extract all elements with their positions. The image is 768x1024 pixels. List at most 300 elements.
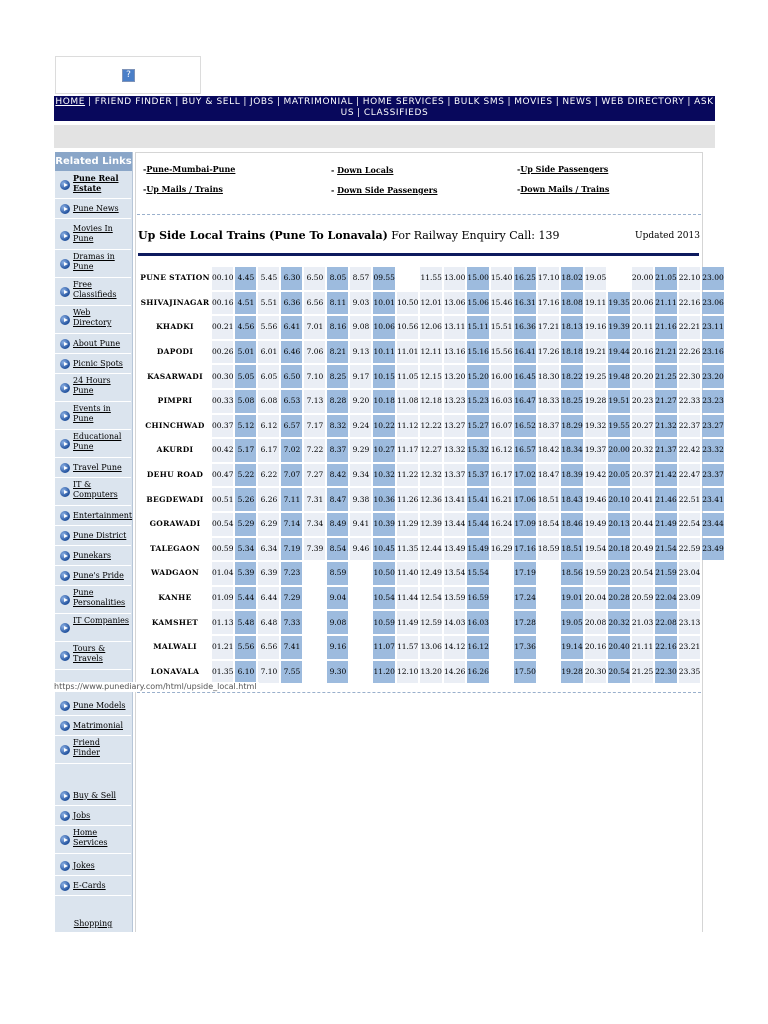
time-cell: 19.35 xyxy=(608,292,629,315)
time-cell xyxy=(702,587,723,610)
time-cell: 16.26 xyxy=(467,661,488,684)
time-cell: 5.39 xyxy=(235,562,256,585)
timetable xyxy=(138,265,726,685)
time-cell: 5.12 xyxy=(235,415,256,438)
time-cell: 5.34 xyxy=(235,538,256,561)
nav-web-directory[interactable]: WEB DIRECTORY xyxy=(601,97,685,107)
time-cell xyxy=(702,636,723,659)
time-cell: 21.11 xyxy=(655,292,676,315)
nav-bulk-sms[interactable]: BULK SMS xyxy=(454,97,505,107)
time-cell: 18.34 xyxy=(561,439,582,462)
time-cell: 13.20 xyxy=(444,365,465,388)
time-cell: 22.16 xyxy=(655,636,676,659)
table-row xyxy=(140,415,724,438)
sidebar-item-about-pune[interactable] xyxy=(55,334,131,354)
sidebar-item-events-in-pune[interactable] xyxy=(55,402,131,430)
link-pune-mumbai-pune[interactable] xyxy=(143,164,235,174)
time-cell: 17.21 xyxy=(538,316,559,339)
sidebar-item-label: Dramas in Pune xyxy=(73,252,115,271)
sidebar-item-dramas-in-pune[interactable] xyxy=(55,250,131,278)
time-cell: 20.54 xyxy=(632,562,653,585)
link-up-mails-trains[interactable] xyxy=(143,184,223,194)
time-cell: 8.47 xyxy=(327,488,348,511)
link-down-mails-trains[interactable] xyxy=(517,184,609,194)
sidebar-item-it-companies[interactable] xyxy=(55,614,131,642)
sidebar-item-free-classifieds[interactable] xyxy=(55,278,131,306)
time-cell: 6.56 xyxy=(304,292,325,315)
time-cell: 21.54 xyxy=(655,538,676,561)
link-down-side-passengers[interactable] xyxy=(331,185,437,195)
time-cell xyxy=(304,661,325,684)
time-cell: 18.02 xyxy=(561,267,582,290)
time-cell: 16.21 xyxy=(491,488,512,511)
link-down-locals[interactable] xyxy=(331,165,393,175)
sidebar-item-label: Punekars xyxy=(73,551,111,560)
sidebar-item-entertainment[interactable] xyxy=(55,506,131,526)
time-cell: 20.05 xyxy=(608,464,629,487)
time-cell: 16.12 xyxy=(467,636,488,659)
time-cell: 18.22 xyxy=(561,365,582,388)
time-cell: 4.51 xyxy=(235,292,256,315)
link-label: Down Side Passengers xyxy=(337,185,438,195)
sidebar-item-pune-news[interactable] xyxy=(55,199,131,219)
time-cell: 5.29 xyxy=(235,513,256,536)
time-cell: 16.45 xyxy=(514,365,535,388)
time-cell: 16.24 xyxy=(491,513,512,536)
page-heading xyxy=(138,229,559,242)
time-cell: 15.49 xyxy=(467,538,488,561)
bullet-arrow-icon xyxy=(60,180,70,190)
time-cell: 11.01 xyxy=(397,341,418,364)
time-cell xyxy=(397,267,418,290)
time-cell: 13.27 xyxy=(444,415,465,438)
table-row xyxy=(140,390,724,413)
sidebar-item-pune-district[interactable] xyxy=(55,526,131,546)
time-cell xyxy=(350,636,371,659)
sidebar-item-jokes[interactable] xyxy=(55,856,131,876)
time-cell: 22.10 xyxy=(679,267,700,290)
time-cell: 20.59 xyxy=(632,587,653,610)
time-cell: 20.00 xyxy=(608,439,629,462)
time-cell: 19.14 xyxy=(561,636,582,659)
sidebar-item-label: 24 Hours Pune xyxy=(73,376,111,395)
time-cell: 19.44 xyxy=(608,341,629,364)
time-cell: 23.37 xyxy=(702,464,723,487)
sidebar-item-pune-real-estate[interactable] xyxy=(55,171,131,199)
time-cell: 10.32 xyxy=(373,464,394,487)
time-cell: 23.27 xyxy=(702,415,723,438)
time-cell: 19.05 xyxy=(561,611,582,634)
time-cell: 15.16 xyxy=(467,341,488,364)
sidebar xyxy=(55,152,133,932)
time-cell: 15.00 xyxy=(467,267,488,290)
time-cell xyxy=(491,562,512,585)
sidebar-item-label: Pune's Pride xyxy=(73,571,124,580)
bullet-arrow-icon xyxy=(60,571,70,581)
sidebar-item-label: About Pune xyxy=(73,339,121,348)
nav-classifieds[interactable]: CLASSIFIEDS xyxy=(363,108,429,118)
sidebar-item-label: IT Companies xyxy=(73,616,130,625)
time-cell: 16.03 xyxy=(467,611,488,634)
table-row xyxy=(140,538,724,561)
time-cell xyxy=(350,562,371,585)
time-cell: 15.11 xyxy=(467,316,488,339)
bullet-arrow-icon xyxy=(60,487,70,497)
time-cell: 6.48 xyxy=(258,611,279,634)
time-cell: 10.54 xyxy=(373,587,394,610)
time-cell: 21.49 xyxy=(655,513,676,536)
time-cell: 18.43 xyxy=(561,488,582,511)
station-name: DEHU ROAD xyxy=(140,464,210,487)
time-cell: 10.50 xyxy=(373,562,394,585)
table-row xyxy=(140,267,724,290)
time-cell: 18.56 xyxy=(561,562,582,585)
time-cell: 7.17 xyxy=(304,415,325,438)
time-cell: 5.22 xyxy=(235,464,256,487)
time-cell: 19.25 xyxy=(585,365,606,388)
time-cell: 20.23 xyxy=(608,562,629,585)
time-cell: 23.32 xyxy=(702,439,723,462)
bullet-arrow-icon xyxy=(60,881,70,891)
time-cell: 12.06 xyxy=(420,316,441,339)
time-cell: 6.22 xyxy=(258,464,279,487)
time-cell: 19.28 xyxy=(561,661,582,684)
time-cell: 6.39 xyxy=(258,562,279,585)
time-cell: 6.05 xyxy=(258,365,279,388)
time-cell: 15.51 xyxy=(491,316,512,339)
nav-home[interactable]: HOME xyxy=(55,97,86,107)
time-cell: 18.46 xyxy=(561,513,582,536)
time-cell: 8.16 xyxy=(327,316,348,339)
time-cell: 5.17 xyxy=(235,439,256,462)
time-cell: 16.12 xyxy=(491,439,512,462)
sidebar-item-web-directory[interactable] xyxy=(55,306,131,334)
station-name: LONAVALA xyxy=(140,661,210,684)
nav-home-services[interactable]: HOME SERVICES xyxy=(362,97,445,107)
time-cell: 00.51 xyxy=(212,488,233,511)
time-cell: 8.21 xyxy=(327,341,348,364)
time-cell: 4.56 xyxy=(235,316,256,339)
station-name: KAMSHET xyxy=(140,611,210,634)
time-cell: 17.28 xyxy=(514,611,535,634)
time-cell: 6.50 xyxy=(304,267,325,290)
time-cell: 19.39 xyxy=(608,316,629,339)
time-cell: 8.32 xyxy=(327,415,348,438)
time-cell: 18.33 xyxy=(538,390,559,413)
link-prefix: - xyxy=(331,165,338,175)
time-cell: 19.01 xyxy=(561,587,582,610)
bullet-arrow-icon xyxy=(60,791,70,801)
time-cell: 12.39 xyxy=(420,513,441,536)
time-cell: 7.10 xyxy=(258,661,279,684)
time-cell: 23.20 xyxy=(702,365,723,388)
sidebar-item-label: Matrimonial xyxy=(73,721,123,730)
time-cell: 7.14 xyxy=(281,513,302,536)
time-cell: 22.42 xyxy=(679,439,700,462)
time-cell: 23.11 xyxy=(702,316,723,339)
time-cell: 15.06 xyxy=(467,292,488,315)
time-cell: 6.57 xyxy=(281,415,302,438)
time-cell: 23.44 xyxy=(702,513,723,536)
nav-jobs[interactable]: JOBS xyxy=(249,97,274,107)
sidebar-item-pune-models[interactable] xyxy=(55,696,131,716)
time-cell: 20.16 xyxy=(585,636,606,659)
bullet-arrow-icon xyxy=(60,595,70,605)
time-cell: 10.50 xyxy=(397,292,418,315)
sidebar-item-label: Pune District xyxy=(73,531,127,540)
time-cell: 20.37 xyxy=(632,464,653,487)
time-cell: 21.05 xyxy=(655,267,676,290)
time-cell: 11.05 xyxy=(397,365,418,388)
bullet-arrow-icon xyxy=(60,551,70,561)
table-row xyxy=(140,661,724,684)
nav-separator: | xyxy=(175,97,179,107)
sidebar-item-label: Tours & Travels xyxy=(73,644,106,663)
time-cell: 14.03 xyxy=(444,611,465,634)
sidebar-item-friend-finder[interactable] xyxy=(55,736,131,764)
sidebar-item-24-hours-pune[interactable] xyxy=(55,374,131,402)
time-cell: 22.30 xyxy=(655,661,676,684)
time-cell: 7.39 xyxy=(304,538,325,561)
time-cell: 16.07 xyxy=(491,415,512,438)
time-cell: 23.21 xyxy=(679,636,700,659)
sidebar-item-tours-travels[interactable] xyxy=(55,642,131,670)
station-name: MALWALI xyxy=(140,636,210,659)
time-cell: 21.25 xyxy=(632,661,653,684)
station-name: KHADKI xyxy=(140,316,210,339)
time-cell: 19.49 xyxy=(585,513,606,536)
time-cell: 23.35 xyxy=(679,661,700,684)
time-cell: 11.40 xyxy=(397,562,418,585)
time-cell: 7.34 xyxy=(304,513,325,536)
sidebar-item-label: Web Directory xyxy=(73,308,112,327)
time-cell: 00.54 xyxy=(212,513,233,536)
time-cell: 10.27 xyxy=(373,439,394,462)
time-cell: 23.23 xyxy=(702,390,723,413)
time-cell: 20.32 xyxy=(632,439,653,462)
time-cell: 10.11 xyxy=(373,341,394,364)
time-cell: 7.29 xyxy=(281,587,302,610)
time-cell: 7.02 xyxy=(281,439,302,462)
link-prefix: - xyxy=(143,164,147,174)
time-cell: 13.06 xyxy=(420,636,441,659)
table-row xyxy=(140,316,724,339)
time-cell: 13.23 xyxy=(444,390,465,413)
time-cell: 00.30 xyxy=(212,365,233,388)
link-prefix: - xyxy=(517,184,521,194)
station-name: SHIVAJINAGAR xyxy=(140,292,210,315)
time-cell: 13.32 xyxy=(444,439,465,462)
sidebar-item-label: E-Cards xyxy=(73,881,106,890)
time-cell: 11.29 xyxy=(397,513,418,536)
time-cell: 5.48 xyxy=(235,611,256,634)
link-up-side-passengers[interactable] xyxy=(517,164,608,174)
nav-separator: | xyxy=(555,97,560,107)
time-cell: 6.01 xyxy=(258,341,279,364)
time-cell: 17.26 xyxy=(538,341,559,364)
station-name: KASARWADI xyxy=(140,365,210,388)
time-cell: 13.16 xyxy=(444,341,465,364)
bullet-arrow-icon xyxy=(60,835,70,845)
time-cell: 20.06 xyxy=(632,292,653,315)
time-cell: 18.51 xyxy=(561,538,582,561)
time-cell: 15.37 xyxy=(467,464,488,487)
sidebar-item-movies-in-pune[interactable] xyxy=(55,222,131,250)
time-cell: 11.55 xyxy=(420,267,441,290)
bullet-arrow-icon xyxy=(60,359,70,369)
link-label: Up Mails / Trains xyxy=(146,184,223,194)
time-cell: 17.24 xyxy=(514,587,535,610)
sidebar-item-punekars[interactable] xyxy=(55,546,131,566)
time-cell: 23.49 xyxy=(702,538,723,561)
sidebar-item-label: Pune Real Estate xyxy=(73,173,119,193)
sidebar-item-picnic-spots[interactable] xyxy=(55,354,131,374)
time-cell: 10.15 xyxy=(373,365,394,388)
bullet-arrow-icon xyxy=(60,861,70,871)
time-cell: 16.57 xyxy=(514,439,535,462)
nav-movies[interactable]: MOVIES xyxy=(514,97,553,107)
time-cell: 20.44 xyxy=(632,513,653,536)
bullet-arrow-icon xyxy=(60,701,70,711)
time-cell: 17.16 xyxy=(538,292,559,315)
time-cell: 17.19 xyxy=(514,562,535,585)
time-cell: 20.04 xyxy=(585,587,606,610)
time-cell: 6.41 xyxy=(281,316,302,339)
time-cell: 19.46 xyxy=(585,488,606,511)
time-cell: 21.42 xyxy=(655,464,676,487)
sidebar-item-travel-pune[interactable] xyxy=(55,458,131,478)
time-cell: 11.20 xyxy=(373,661,394,684)
nav-news[interactable]: NEWS xyxy=(562,97,592,107)
time-cell: 01.09 xyxy=(212,587,233,610)
sidebar-item-matrimonial[interactable] xyxy=(55,716,131,736)
time-cell: 12.32 xyxy=(420,464,441,487)
time-cell: 8.28 xyxy=(327,390,348,413)
time-cell: 13.20 xyxy=(420,661,441,684)
time-cell: 6.10 xyxy=(235,661,256,684)
time-cell: 22.30 xyxy=(679,365,700,388)
time-cell: 6.34 xyxy=(258,538,279,561)
time-cell: 12.10 xyxy=(397,661,418,684)
time-cell: 6.12 xyxy=(258,415,279,438)
time-cell: 8.05 xyxy=(327,267,348,290)
time-cell: 22.26 xyxy=(679,341,700,364)
time-cell: 10.59 xyxy=(373,611,394,634)
table-row xyxy=(140,464,724,487)
time-cell: 22.16 xyxy=(679,292,700,315)
nav-ask-us[interactable]: ASK US xyxy=(340,97,714,118)
sidebar-item-pune-s-pride[interactable] xyxy=(55,566,131,586)
time-cell: 13.49 xyxy=(444,538,465,561)
time-cell: 20.08 xyxy=(585,611,606,634)
time-cell: 10.36 xyxy=(373,488,394,511)
time-cell: 19.32 xyxy=(585,415,606,438)
time-cell: 5.51 xyxy=(258,292,279,315)
time-cell: 12.36 xyxy=(420,488,441,511)
time-cell: 12.11 xyxy=(420,341,441,364)
sidebar-item-home-services[interactable] xyxy=(55,826,131,854)
sidebar-item-label: Movies In Pune xyxy=(73,224,113,243)
time-cell: 10.45 xyxy=(373,538,394,561)
time-cell: 20.13 xyxy=(608,513,629,536)
time-cell: 13.59 xyxy=(444,587,465,610)
time-cell: 7.06 xyxy=(304,341,325,364)
bullet-arrow-icon xyxy=(60,531,70,541)
time-cell: 21.59 xyxy=(655,562,676,585)
table-row xyxy=(140,341,724,364)
nav-buy-sell[interactable]: BUY & SELL xyxy=(181,97,241,107)
nav-friend-finder[interactable]: FRIEND FINDER xyxy=(94,97,173,107)
time-cell: 19.51 xyxy=(608,390,629,413)
time-cell xyxy=(304,611,325,634)
sidebar-item-label: Home Services xyxy=(73,828,108,847)
time-cell: 18.37 xyxy=(538,415,559,438)
time-cell: 12.15 xyxy=(420,365,441,388)
table-row xyxy=(140,439,724,462)
time-cell: 7.10 xyxy=(304,365,325,388)
time-cell: 17.10 xyxy=(538,267,559,290)
sidebar-item-jobs[interactable] xyxy=(55,806,131,826)
station-name: WADGAON xyxy=(140,562,210,585)
sidebar-item-shopping[interactable]: Shopping xyxy=(73,919,113,928)
time-cell: 7.31 xyxy=(304,488,325,511)
sidebar-item-e-cards[interactable] xyxy=(55,876,131,896)
time-cell xyxy=(538,562,559,585)
time-cell: 13.37 xyxy=(444,464,465,487)
time-cell: 20.11 xyxy=(632,316,653,339)
time-cell: 23.04 xyxy=(679,562,700,585)
time-cell: 15.54 xyxy=(467,562,488,585)
time-cell: 20.16 xyxy=(632,341,653,364)
nav-separator: | xyxy=(357,108,361,118)
time-cell: 5.08 xyxy=(235,390,256,413)
time-cell: 7.41 xyxy=(281,636,302,659)
top-navigation xyxy=(54,96,715,121)
time-cell: 23.13 xyxy=(679,611,700,634)
nav-separator: | xyxy=(507,97,512,107)
time-cell: 9.20 xyxy=(350,390,371,413)
time-cell: 12.22 xyxy=(420,415,441,438)
nav-separator: | xyxy=(594,97,599,107)
link-label: Up Side Passengers xyxy=(520,164,609,174)
time-cell: 18.59 xyxy=(538,538,559,561)
site-logo[interactable] xyxy=(55,56,201,94)
time-cell: 9.38 xyxy=(350,488,371,511)
sidebar-item-label: Educational Pune xyxy=(73,432,122,451)
nav-separator: | xyxy=(356,97,360,107)
time-cell: 11.08 xyxy=(397,390,418,413)
time-cell: 8.42 xyxy=(327,464,348,487)
time-cell: 23.16 xyxy=(702,341,723,364)
time-cell: 11.35 xyxy=(397,538,418,561)
sidebar-item-buy-sell[interactable] xyxy=(55,786,131,806)
time-cell: 8.37 xyxy=(327,439,348,462)
time-cell: 16.17 xyxy=(491,464,512,487)
bullet-arrow-icon xyxy=(60,204,70,214)
bullet-arrow-icon xyxy=(60,811,70,821)
bullet-arrow-icon xyxy=(60,259,70,269)
gray-banner xyxy=(54,125,715,148)
sidebar-item-it-computers[interactable] xyxy=(55,478,131,506)
sidebar-item-pune-personalities[interactable] xyxy=(55,586,131,614)
nav-matrimonial[interactable]: MATRIMONIAL xyxy=(283,97,354,107)
time-cell: 22.04 xyxy=(655,587,676,610)
time-cell: 11.12 xyxy=(397,415,418,438)
time-cell: 00.33 xyxy=(212,390,233,413)
sidebar-item-educational-pune[interactable] xyxy=(55,430,131,458)
time-cell: 16.31 xyxy=(514,292,535,315)
time-cell: 9.03 xyxy=(350,292,371,315)
